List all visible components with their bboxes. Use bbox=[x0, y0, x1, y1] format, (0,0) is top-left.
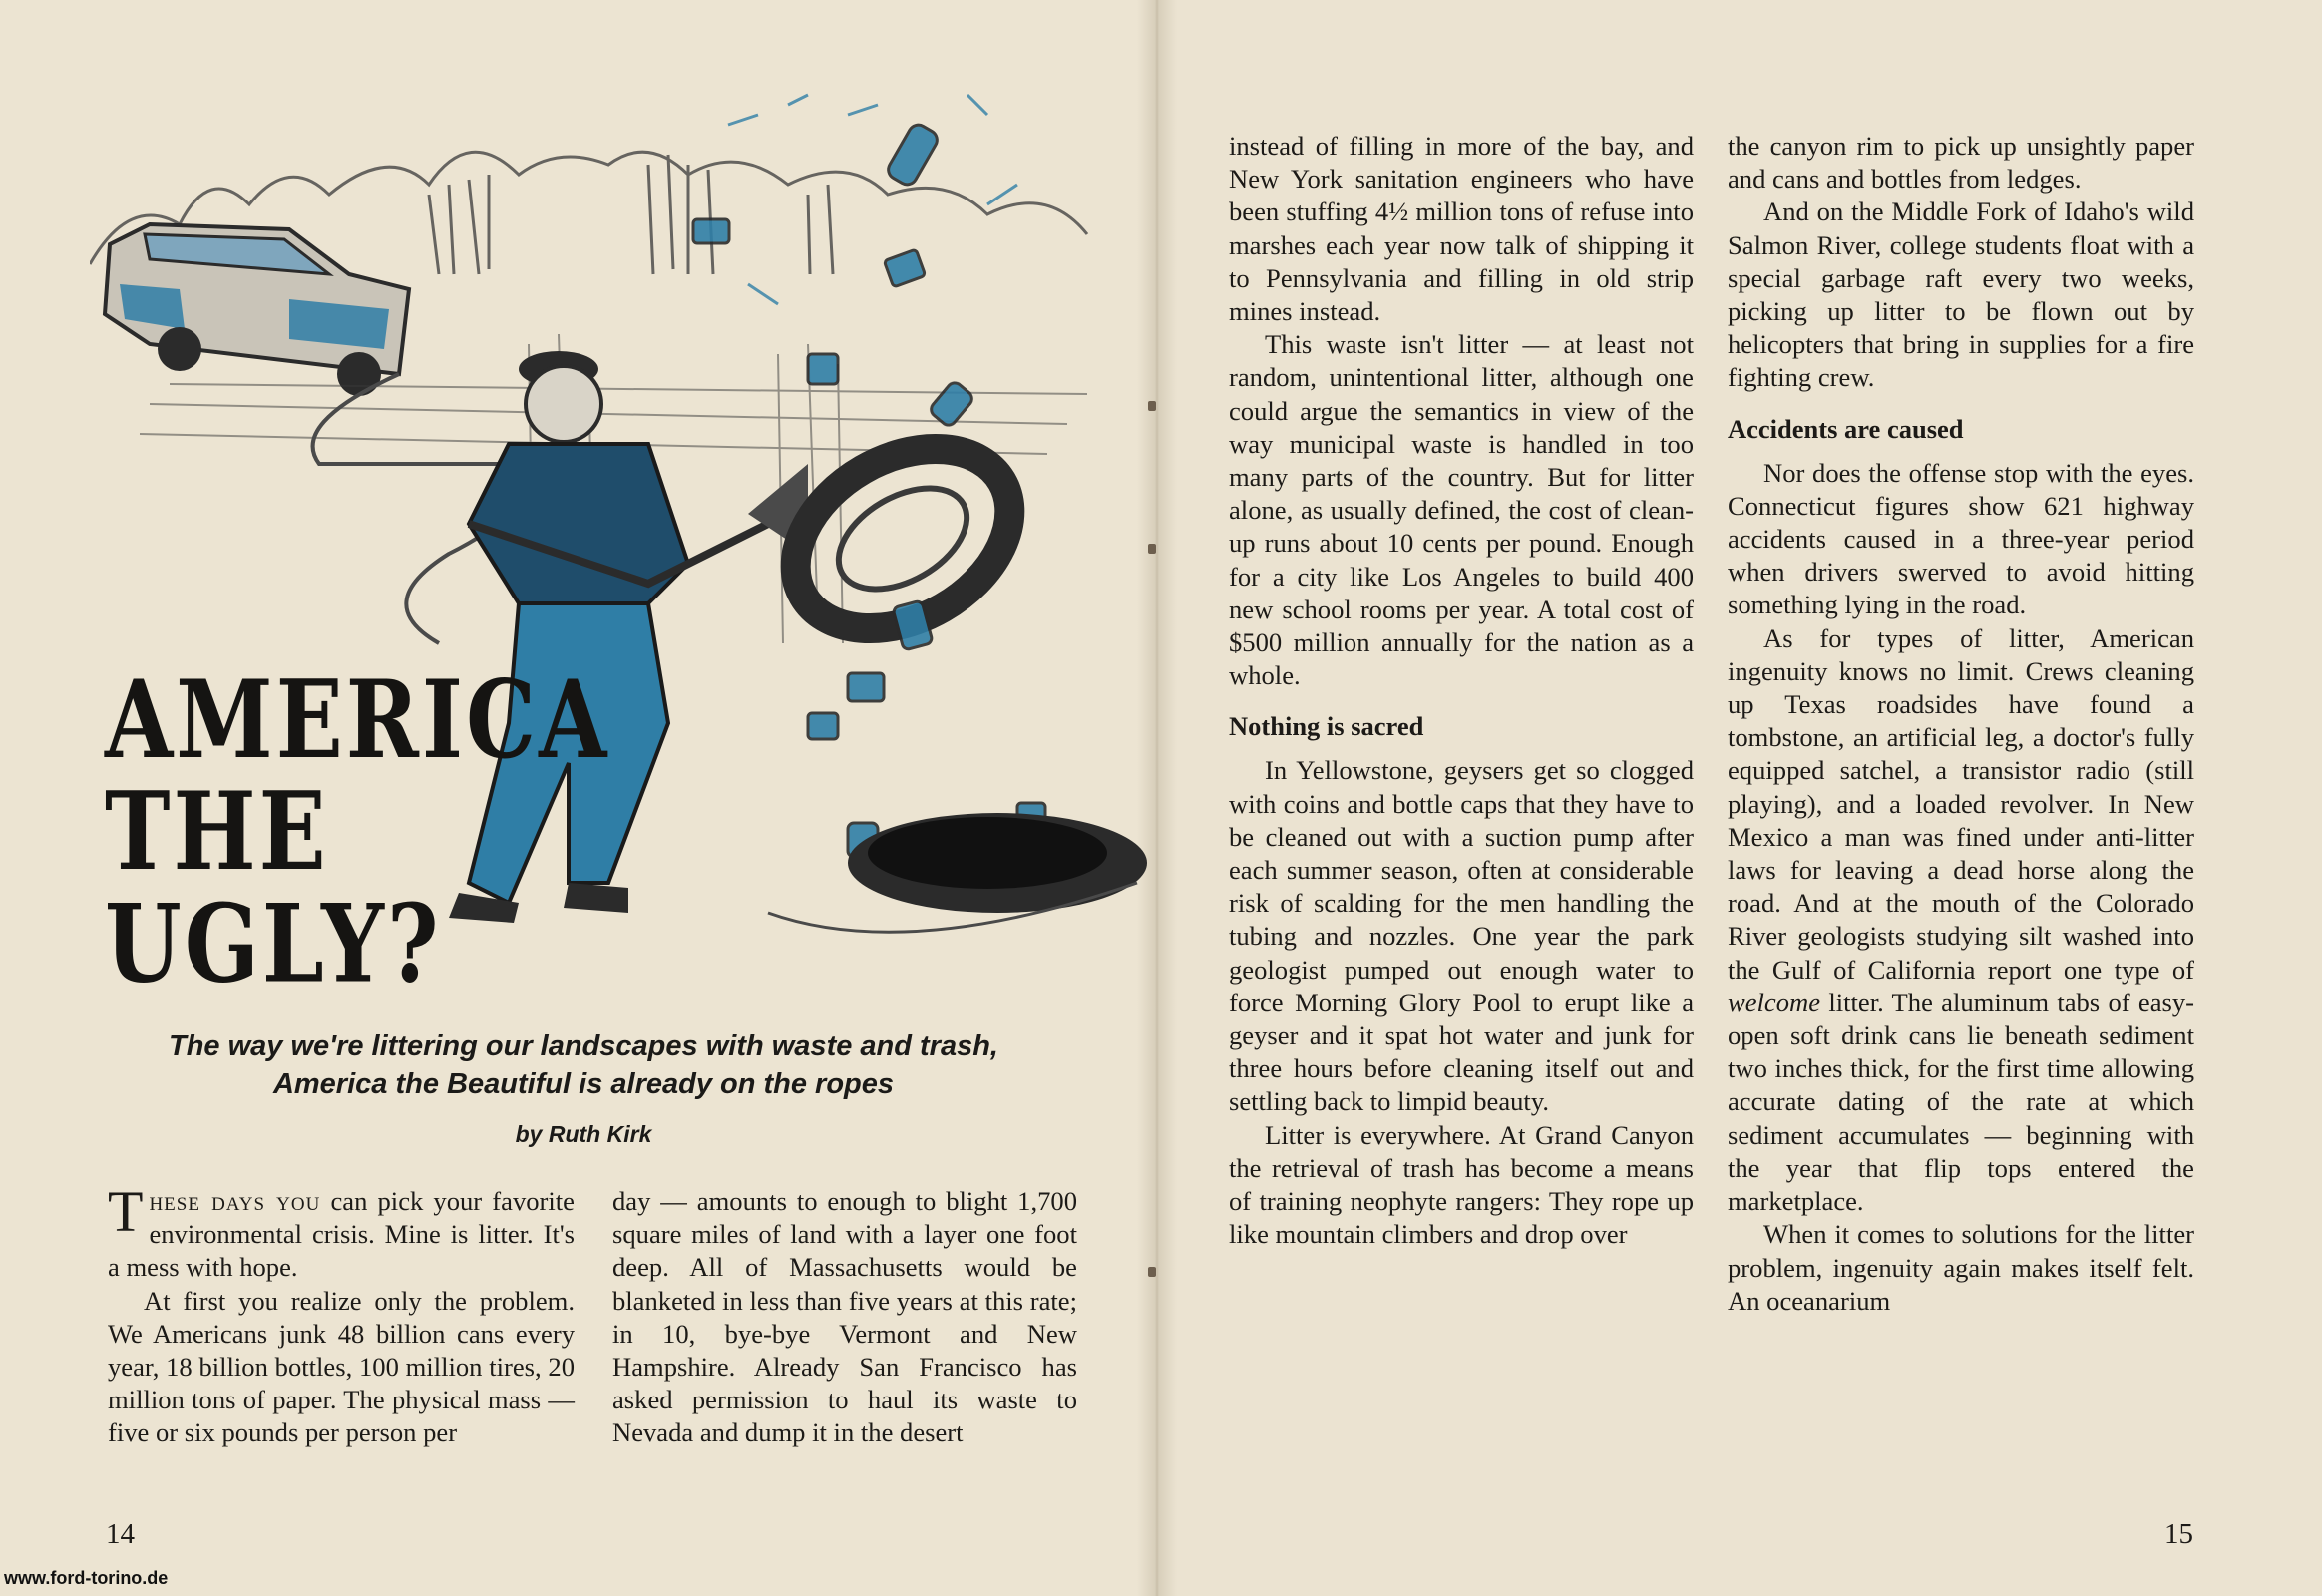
paragraph: the canyon rim to pick up unsightly paper and cans and bottles from ledges. bbox=[1728, 131, 2194, 195]
source-watermark: www.ford-torino.de bbox=[4, 1568, 169, 1588]
paragraph: And on the Middle Fork of Idaho's wild Salmon River, college students float with a special garbage raft every two weeks, picking up litter to be flown out by helicopters that bring in supplies for a fire fighting crew. bbox=[1728, 197, 2194, 393]
paragraph: When it comes to solutions for the litter problem, ingenuity again makes itself felt. An oceanarium bbox=[1728, 1219, 2194, 1316]
article-column-4 bbox=[1728, 130, 2194, 1318]
article-column-3 bbox=[1229, 130, 1694, 1252]
page-number-right: 15 bbox=[2164, 1518, 2193, 1550]
paragraph: At first you realize only the problem. We Americans junk 48 billion cans every year, 18 billion bottles, 100 million tires, 20 million tons of paper. The physical mass — five or six pounds per person per bbox=[108, 1285, 575, 1448]
paragraph: This waste isn't litter — at least not random, unintentional litter, although one could argue the semantics in view of the way municipal waste is handled in too many parts of the country. But for litter alone, as usually defined, the cost of clean-up runs about 10 cents per pound. Enough for a city like Los Angeles to build 400 new school rooms per year. A total cost of $500 million annually for the nation as a whole. bbox=[1229, 329, 1694, 691]
byline: by Ruth Kirk bbox=[515, 1121, 652, 1147]
staple bbox=[1148, 401, 1156, 411]
headline-line: THE bbox=[105, 767, 329, 895]
drop-cap: T bbox=[108, 1179, 144, 1244]
paragraph bbox=[1728, 622, 2194, 1219]
section-heading: Nothing is sacred bbox=[1229, 711, 1424, 742]
paragraph-text: can pick your favorite environmental crisis. Mine is litter. It's a mess with hope. bbox=[108, 1186, 575, 1283]
section-heading: Accidents are caused bbox=[1728, 413, 1964, 444]
paragraph bbox=[108, 1179, 575, 1285]
page-number-left: 14 bbox=[106, 1518, 135, 1550]
hole-icon bbox=[768, 813, 1147, 932]
deck-subtitle: The way we're littering our landscapes with waste and trash, America the Beautiful is already on the ropes bbox=[168, 1030, 998, 1100]
paragraph: day — amounts to enough to blight 1,700 square miles of land with a layer one foot deep. All of Massachusetts would be blanketed in less than five years at this rate; in 10, bye-bye Vermont and New Hampshire. Already San Francisco has asked permission to haul its waste to Nevada and dump it in the desert bbox=[612, 1186, 1077, 1448]
paragraph: In Yellowstone, geysers get so clogged with coins and bottle caps that they have to be cleaned out with a suction pump after each summer season, often at considerable risk of scalding for the men handling the tubing and nozzles. One year the park geologist pumped out enough water to force Morning Glory Pool to erupt like a geyser and it spat hot water and junk for three hours before cleaning itself out and settling back to limpid beauty. bbox=[1229, 755, 1694, 1117]
paragraph: Nor does the offense stop with the eyes. Connecticut figures show 621 highway accidents caused in a three-year period when drivers swerved to avoid hitting something lying in the road. bbox=[1728, 457, 2194, 620]
article-column-1 bbox=[108, 1179, 575, 1450]
headline bbox=[105, 655, 610, 1007]
headline-line: AMERICA bbox=[105, 655, 610, 783]
staple bbox=[1148, 1267, 1156, 1277]
paragraph: instead of filling in more of the bay, and New York sanitation engineers who have been stuffing 4½ million tons of refuse into marshes each year now talk of shipping it to Pennsylvania and filling in old strip mines instead. bbox=[1229, 131, 1694, 327]
paragraph-text: As for types of litter, American ingenuity knows no limit. Crews cleaning up Texas roadsides have found a tombstone, an artificial leg, a doctor's fully equipped satchel, a transistor radio (still playing), and a loaded revolver. In New Mexico a man was fined under anti-litter laws for leaving a dead horse along the road. And at the mouth of the Colorado River geologists studying silt washed into the Gulf of California report one type of bbox=[1728, 622, 2194, 985]
car-icon bbox=[105, 224, 409, 396]
paragraph: Litter is everywhere. At Grand Canyon the retrieval of trash has become a means of training neophyte rangers: They rope up like mountain climbers and drop over bbox=[1229, 1119, 1694, 1250]
paragraph-text: litter. The aluminum tabs of easy-open soft drink cans lie beneath sediment two inches thick, for the first time allowing accurate dating of the rate at which sediment accumulates — beginning with the year that flip tops entered the marketplace. bbox=[1728, 987, 2194, 1217]
headline-line: UGLY? bbox=[105, 880, 442, 1007]
emphasis-text: welcome bbox=[1728, 987, 1821, 1017]
article-column-2 bbox=[612, 1185, 1077, 1450]
staple bbox=[1148, 544, 1156, 554]
small-caps-lead: hese days you bbox=[149, 1186, 321, 1216]
